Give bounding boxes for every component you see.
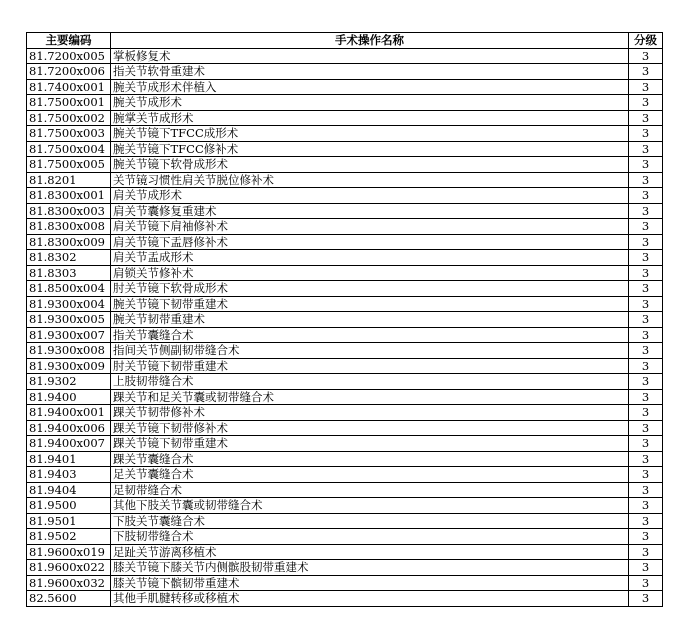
row-name: 腕关节镜下TFCC成形术 xyxy=(111,126,629,142)
row-name: 踝关节镜下韧带重建术 xyxy=(111,436,629,452)
table-row xyxy=(27,389,663,405)
row-name: 踝关节镜下韧带修补术 xyxy=(111,420,629,436)
row-grade: 3 xyxy=(629,203,663,219)
row-grade: 3 xyxy=(629,188,663,204)
row-code: 81.9401 xyxy=(27,451,111,467)
row-grade: 3 xyxy=(629,312,663,328)
table-row xyxy=(27,420,663,436)
row-name: 其他手肌腱转移或移植术 xyxy=(111,591,629,607)
row-grade: 3 xyxy=(629,513,663,529)
row-name: 肩锁关节修补术 xyxy=(111,265,629,281)
row-name: 腕关节韧带重建术 xyxy=(111,312,629,328)
table-row xyxy=(27,110,663,126)
row-grade: 3 xyxy=(629,591,663,607)
table-row xyxy=(27,405,663,421)
row-name: 踝关节韧带修补术 xyxy=(111,405,629,421)
row-name: 腕关节镜下TFCC修补术 xyxy=(111,141,629,157)
row-code: 81.8300x008 xyxy=(27,219,111,235)
row-code: 81.9400x006 xyxy=(27,420,111,436)
row-name: 腕关节镜下韧带重建术 xyxy=(111,296,629,312)
row-grade: 3 xyxy=(629,126,663,142)
table-row xyxy=(27,343,663,359)
row-code: 81.7500x003 xyxy=(27,126,111,142)
row-code: 81.8303 xyxy=(27,265,111,281)
table-row xyxy=(27,79,663,95)
row-code: 81.9300x005 xyxy=(27,312,111,328)
row-name: 其他下肢关节囊或韧带缝合术 xyxy=(111,498,629,514)
header-name: 手术操作名称 xyxy=(111,33,629,49)
table-row xyxy=(27,529,663,545)
row-grade: 3 xyxy=(629,296,663,312)
row-code: 81.8500x004 xyxy=(27,281,111,297)
row-code: 81.7200x006 xyxy=(27,64,111,80)
row-code: 81.9300x008 xyxy=(27,343,111,359)
row-grade: 3 xyxy=(629,95,663,111)
row-grade: 3 xyxy=(629,48,663,64)
header-grade: 分级 xyxy=(629,33,663,49)
row-name: 关节镜习惯性肩关节脱位修补术 xyxy=(111,172,629,188)
row-code: 81.7500x004 xyxy=(27,141,111,157)
header-code: 主要编码 xyxy=(27,33,111,49)
row-name: 足韧带缝合术 xyxy=(111,482,629,498)
row-grade: 3 xyxy=(629,529,663,545)
row-code: 81.8302 xyxy=(27,250,111,266)
row-grade: 3 xyxy=(629,110,663,126)
row-name: 肩关节镜下肩袖修补术 xyxy=(111,219,629,235)
row-grade: 3 xyxy=(629,451,663,467)
row-name: 指间关节侧副韧带缝合术 xyxy=(111,343,629,359)
row-code: 81.9600x022 xyxy=(27,560,111,576)
row-name: 掌板修复术 xyxy=(111,48,629,64)
row-name: 腕关节镜下软骨成形术 xyxy=(111,157,629,173)
table-row xyxy=(27,250,663,266)
row-grade: 3 xyxy=(629,436,663,452)
row-name: 肩关节成形术 xyxy=(111,188,629,204)
procedure-table xyxy=(26,32,663,607)
row-code: 81.9501 xyxy=(27,513,111,529)
table-row xyxy=(27,64,663,80)
row-code: 81.7500x005 xyxy=(27,157,111,173)
table-row xyxy=(27,157,663,173)
row-code: 81.9400x001 xyxy=(27,405,111,421)
table-row xyxy=(27,234,663,250)
table-row xyxy=(27,482,663,498)
row-code: 81.7500x002 xyxy=(27,110,111,126)
row-code: 81.8300x001 xyxy=(27,188,111,204)
row-code: 81.9300x009 xyxy=(27,358,111,374)
table-row xyxy=(27,436,663,452)
table-row xyxy=(27,141,663,157)
table-row xyxy=(27,265,663,281)
table-row xyxy=(27,281,663,297)
table-row xyxy=(27,126,663,142)
table-row xyxy=(27,48,663,64)
row-name: 肩关节囊修复重建术 xyxy=(111,203,629,219)
table-row xyxy=(27,451,663,467)
row-name: 腕关节成形术伴植入 xyxy=(111,79,629,95)
row-code: 81.7500x001 xyxy=(27,95,111,111)
row-grade: 3 xyxy=(629,358,663,374)
table-row xyxy=(27,575,663,591)
row-grade: 3 xyxy=(629,250,663,266)
row-code: 81.9404 xyxy=(27,482,111,498)
table-row xyxy=(27,95,663,111)
row-name: 腕掌关节成形术 xyxy=(111,110,629,126)
table-row xyxy=(27,544,663,560)
row-code: 81.9400 xyxy=(27,389,111,405)
row-name: 肘关节镜下韧带重建术 xyxy=(111,358,629,374)
row-grade: 3 xyxy=(629,560,663,576)
row-name: 膝关节镜下膝关节内侧髌股韧带重建术 xyxy=(111,560,629,576)
table-row xyxy=(27,358,663,374)
row-code: 81.9502 xyxy=(27,529,111,545)
row-name: 肩关节盂成形术 xyxy=(111,250,629,266)
row-grade: 3 xyxy=(629,327,663,343)
row-grade: 3 xyxy=(629,172,663,188)
row-grade: 3 xyxy=(629,141,663,157)
row-name: 下肢关节囊缝合术 xyxy=(111,513,629,529)
row-grade: 3 xyxy=(629,482,663,498)
table-row xyxy=(27,219,663,235)
row-grade: 3 xyxy=(629,405,663,421)
table-row xyxy=(27,591,663,607)
table-row xyxy=(27,203,663,219)
row-grade: 3 xyxy=(629,374,663,390)
row-code: 81.9403 xyxy=(27,467,111,483)
row-code: 81.9600x032 xyxy=(27,575,111,591)
row-code: 81.9500 xyxy=(27,498,111,514)
row-grade: 3 xyxy=(629,420,663,436)
row-grade: 3 xyxy=(629,389,663,405)
row-code: 81.9600x019 xyxy=(27,544,111,560)
row-grade: 3 xyxy=(629,219,663,235)
row-name: 膝关节镜下髌韧带重建术 xyxy=(111,575,629,591)
row-name: 踝关节和足关节囊或韧带缝合术 xyxy=(111,389,629,405)
row-grade: 3 xyxy=(629,343,663,359)
row-code: 81.8201 xyxy=(27,172,111,188)
row-name: 足趾关节游离移植术 xyxy=(111,544,629,560)
table-body xyxy=(27,48,663,606)
row-name: 上肢韧带缝合术 xyxy=(111,374,629,390)
table-row xyxy=(27,513,663,529)
table-row xyxy=(27,327,663,343)
row-grade: 3 xyxy=(629,281,663,297)
row-code: 81.9400x007 xyxy=(27,436,111,452)
row-grade: 3 xyxy=(629,575,663,591)
table-row xyxy=(27,296,663,312)
table-row xyxy=(27,312,663,328)
row-code: 81.7200x005 xyxy=(27,48,111,64)
row-code: 81.8300x009 xyxy=(27,234,111,250)
row-grade: 3 xyxy=(629,265,663,281)
row-code: 82.5600 xyxy=(27,591,111,607)
row-name: 足关节囊缝合术 xyxy=(111,467,629,483)
row-code: 81.7400x001 xyxy=(27,79,111,95)
row-grade: 3 xyxy=(629,544,663,560)
table-row xyxy=(27,172,663,188)
row-name: 踝关节囊缝合术 xyxy=(111,451,629,467)
row-grade: 3 xyxy=(629,498,663,514)
row-name: 指关节囊缝合术 xyxy=(111,327,629,343)
row-grade: 3 xyxy=(629,157,663,173)
row-grade: 3 xyxy=(629,234,663,250)
table-row xyxy=(27,188,663,204)
table-row xyxy=(27,498,663,514)
table-row xyxy=(27,467,663,483)
row-name: 下肢韧带缝合术 xyxy=(111,529,629,545)
row-name: 肘关节镜下软骨成形术 xyxy=(111,281,629,297)
row-name: 腕关节成形术 xyxy=(111,95,629,111)
row-grade: 3 xyxy=(629,79,663,95)
table-row xyxy=(27,374,663,390)
table-row xyxy=(27,560,663,576)
row-code: 81.9300x004 xyxy=(27,296,111,312)
row-name: 肩关节镜下盂唇修补术 xyxy=(111,234,629,250)
row-name: 指关节软骨重建术 xyxy=(111,64,629,80)
row-grade: 3 xyxy=(629,467,663,483)
row-grade: 3 xyxy=(629,64,663,80)
row-code: 81.9302 xyxy=(27,374,111,390)
header-row xyxy=(27,33,663,49)
row-code: 81.9300x007 xyxy=(27,327,111,343)
row-code: 81.8300x003 xyxy=(27,203,111,219)
